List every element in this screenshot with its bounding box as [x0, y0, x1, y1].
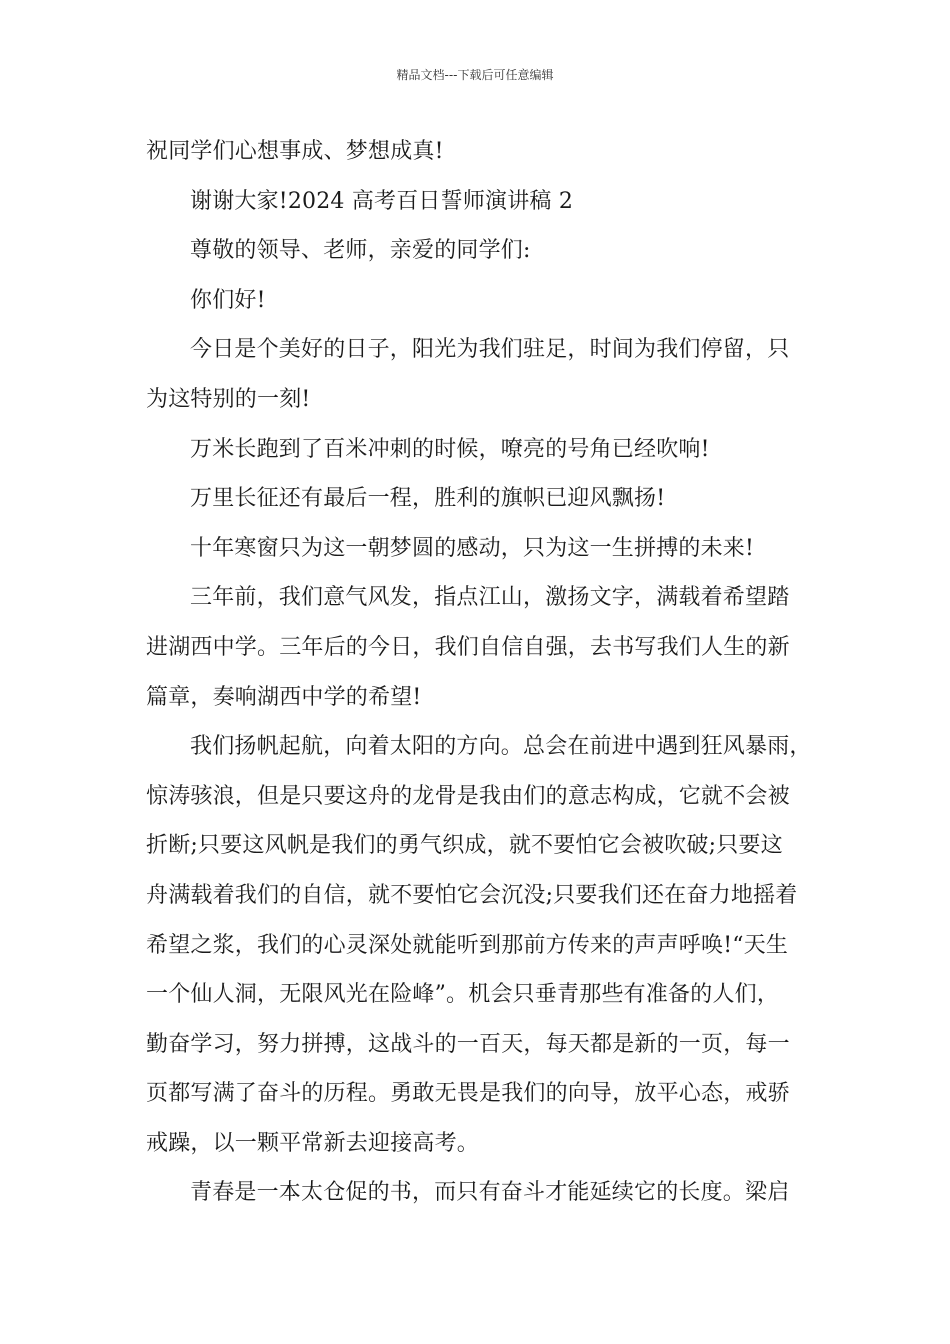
text-line: 舟满载着我们的自信，就不要怕它会沉没;只要我们还在奋力地摇着	[146, 882, 798, 908]
text-line: 万里长征还有最后一程，胜利的旗帜已迎风飘扬!	[190, 486, 666, 512]
text-line: 我们扬帆起航，向着太阳的方向。总会在前进中遇到狂风暴雨，	[190, 734, 812, 760]
text-line: 青春是一本太仓促的书，而只有奋斗才能延续它的长度。梁启	[190, 1180, 790, 1206]
paragraph	[146, 226, 810, 276]
text-line: 一个仙人洞，无限风光在险峰”。机会只垂青那些有准备的人们，	[146, 982, 780, 1008]
text-line: 今日是个美好的日子，阳光为我们驻足，时间为我们停留，只	[190, 337, 790, 363]
text-line: 你们好!	[190, 287, 266, 313]
paragraph	[146, 573, 810, 722]
paragraph	[146, 1168, 810, 1218]
paragraph	[146, 425, 810, 475]
paragraph	[146, 325, 810, 424]
text-line: 万米长跑到了百米冲刺的时候，嘹亮的号角已经吹响!	[190, 436, 710, 462]
text-line: 勤奋学习，努力拼搏，这战斗的一百天，每天都是新的一页，每一	[146, 1031, 790, 1057]
document-body	[146, 127, 810, 1218]
paragraph	[146, 127, 810, 177]
text-line: 篇章，奏响湖西中学的希望!	[146, 684, 422, 710]
text-line: 尊敬的领导、老师，亲爱的同学们:	[190, 238, 531, 264]
text-line: 为这特别的一刻!	[146, 386, 311, 412]
page-header: 精品文档---下载后可任意编辑	[396, 68, 554, 82]
paragraph	[146, 722, 810, 1168]
text-line: 页都写满了奋斗的历程。勇敢无畏是我们的向导，放平心态，戒骄	[146, 1081, 790, 1107]
paragraph	[146, 474, 810, 524]
text-line: 十年寒窗只为这一朝梦圆的感动，只为这一生拼搏的未来!	[190, 535, 755, 561]
paragraph	[146, 276, 810, 326]
paragraph	[146, 177, 810, 227]
paragraph	[146, 524, 810, 574]
text-line: 进湖西中学。三年后的今日，我们自信自强，去书写我们人生的新	[146, 634, 790, 660]
text-line: 戒躁，以一颗平常新去迎接高考。	[146, 1130, 480, 1156]
text-line: 三年前，我们意气风发，指点江山，激扬文字，满载着希望踏	[190, 585, 790, 611]
text-line: 折断;只要这风帆是我们的勇气织成，就不要怕它会被吹破;只要这	[146, 833, 783, 859]
text-line: 希望之浆，我们的心灵深处就能听到那前方传来的声声呼唤!“天生	[146, 932, 789, 958]
text-line: 惊涛骇浪，但是只要这舟的龙骨是我由们的意志构成，它就不会被	[146, 783, 790, 809]
text-line: 谢谢大家!2024 高考百日誓师演讲稿 2	[190, 188, 574, 214]
text-line: 祝同学们心想事成、梦想成真!	[146, 139, 444, 164]
